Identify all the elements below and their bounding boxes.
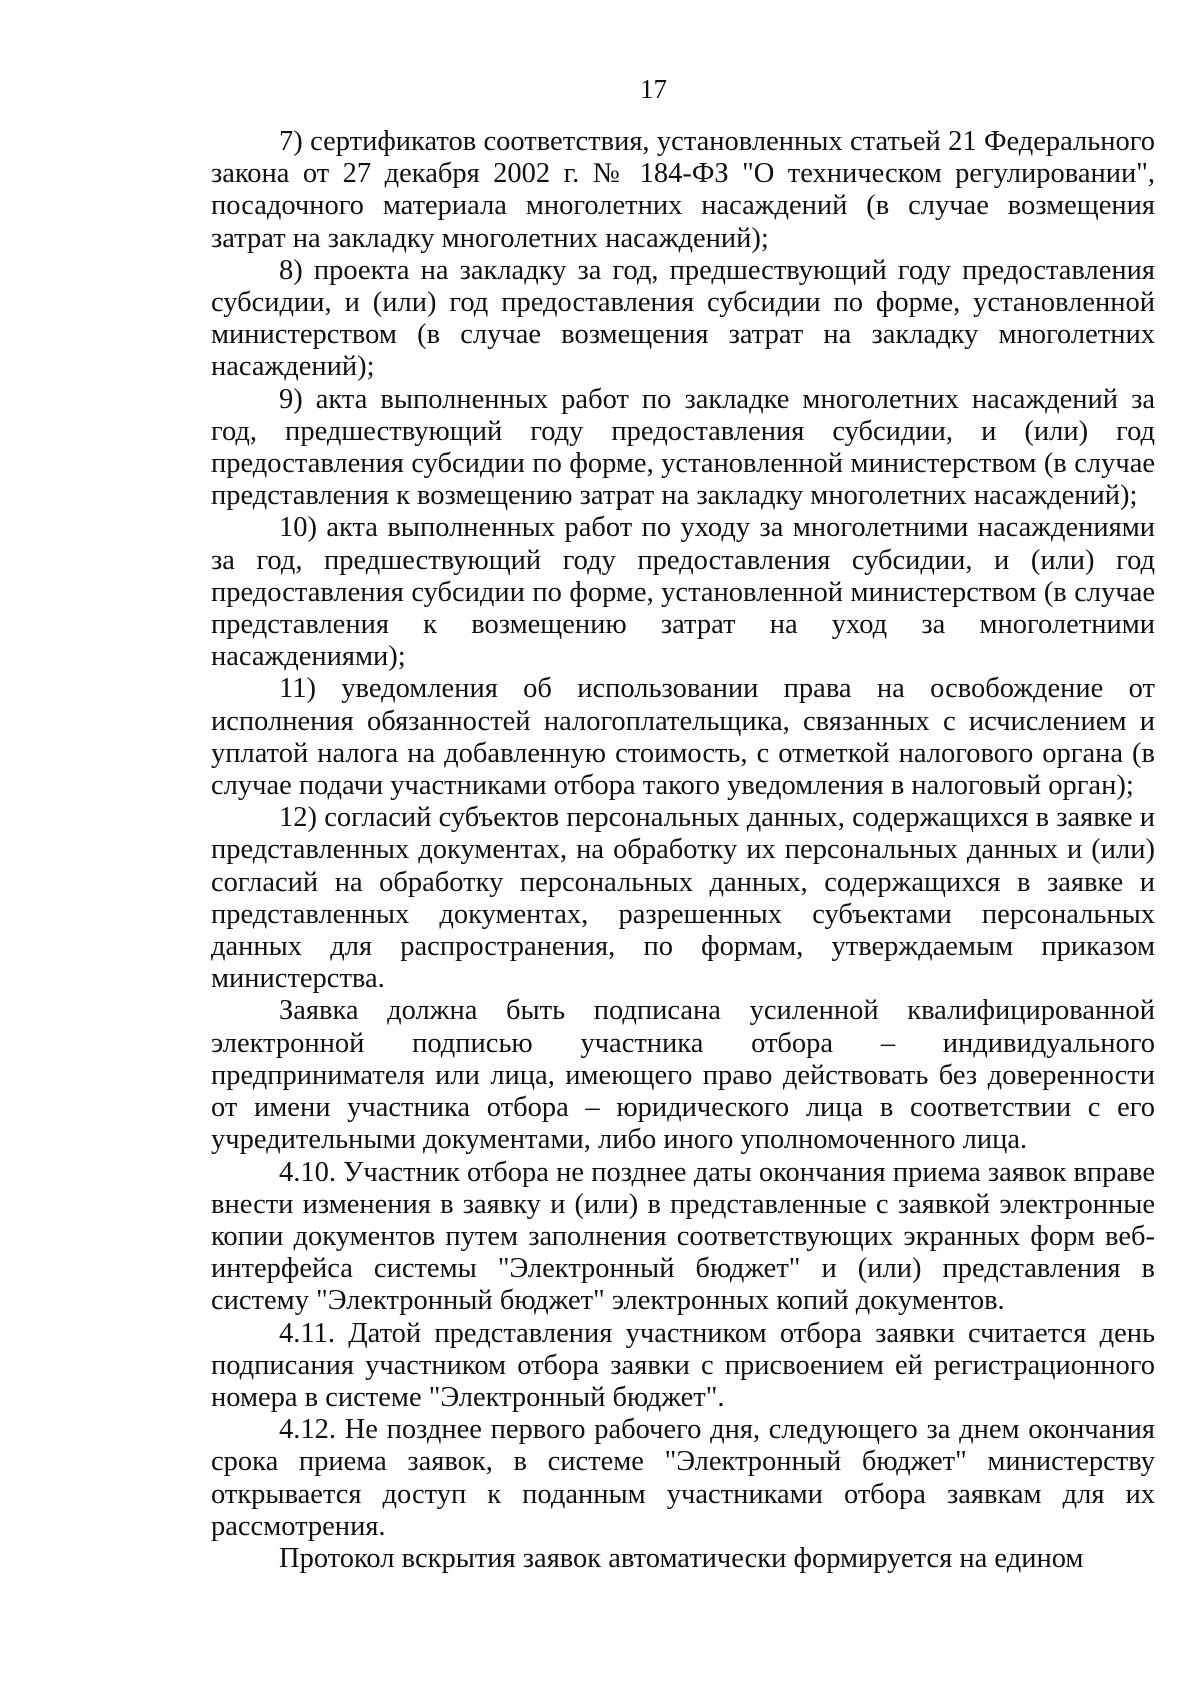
- paragraph-item-7: 7) сертификатов соответствия, установленных статьей 21 Федерального закона от 27 декабря 2002 г. № 184-ФЗ "О техническом регулировании", посадочного материала многолетних насаждений (в случае возмещения затрат на закладку многолетних насаждений);: [211, 126, 1155, 254]
- page-number: 17: [640, 74, 667, 104]
- paragraph-signature-requirement: Заявка должна быть подписана усиленной квалифицированной электронной подписью участника отбора – индивидуального предпринимателя или лица, имеющего право действовать без доверенности от имени участника отбора – юридического лица в соответствии с его учредительными документами, либо иного уполномоченного лица.: [211, 995, 1155, 1156]
- document-body: [211, 126, 1155, 1575]
- paragraph-4-12: 4.12. Не позднее первого рабочего дня, следующего за днем окончания срока приема заявок, в системе "Электронный бюджет" министерству открывается доступ к поданным участниками отбора заявкам для их рассмотрения.: [211, 1414, 1155, 1542]
- paragraph-item-8: 8) проекта на закладку за год, предшествующий году предоставления субсидии, и (или) год предоставления субсидии по форме, установленной министерством (в случае возмещения затрат на закладку многолетних насаждений);: [211, 254, 1155, 383]
- paragraph-4-11: 4.11. Датой представления участником отбора заявки считается день подписания участником отбора заявки с присвоением ей регистрационного номера в системе "Электронный бюджет".: [211, 1317, 1155, 1413]
- paragraph-item-11: 11) уведомления об использовании права на освобождение от исполнения обязанностей налогоплательщика, связанных с исчислением и уплатой налога на добавленную стоимость, с отметкой налогового органа (в случае подачи участниками отбора такого уведомления в налоговый орган);: [211, 673, 1155, 802]
- paragraph-item-9: 9) акта выполненных работ по закладке многолетних насаждений за год, предшествующий году предоставления субсидии, и (или) год предоставления субсидии по форме, установленной министерством (в случае представления к возмещению затрат на закладку многолетних насаждений);: [211, 383, 1155, 512]
- paragraph-item-10: 10) акта выполненных работ по уходу за многолетними насаждениями за год, предшествующий году предоставления субсидии, и (или) год предоставления субсидии по форме, установленной министерством (в случае представления к возмещению затрат на уход за многолетними насаждениями);: [211, 512, 1155, 673]
- paragraph-4-10: 4.10. Участник отбора не позднее даты окончания приема заявок вправе внести изменения в заявку и (или) в представленные с заявкой электронные копии документов путем заполнения соответствующих экранных форм веб-интерфейса системы "Электронный бюджет" и (или) представления в систему "Электронный бюджет" электронных копий документов.: [211, 1156, 1155, 1317]
- paragraph-protocol: Протокол вскрытия заявок автоматически формируется на едином: [279, 1542, 1084, 1574]
- paragraph-item-12: 12) согласий субъектов персональных данных, содержащихся в заявке и представленных документах, на обработку их персональных данных и (или) согласий на обработку персональных данных, содержащихся в заявке и представленных документах, разрешенных субъектами персональных данных для распространения, по формам, утверждаемым приказом министерства.: [211, 802, 1155, 995]
